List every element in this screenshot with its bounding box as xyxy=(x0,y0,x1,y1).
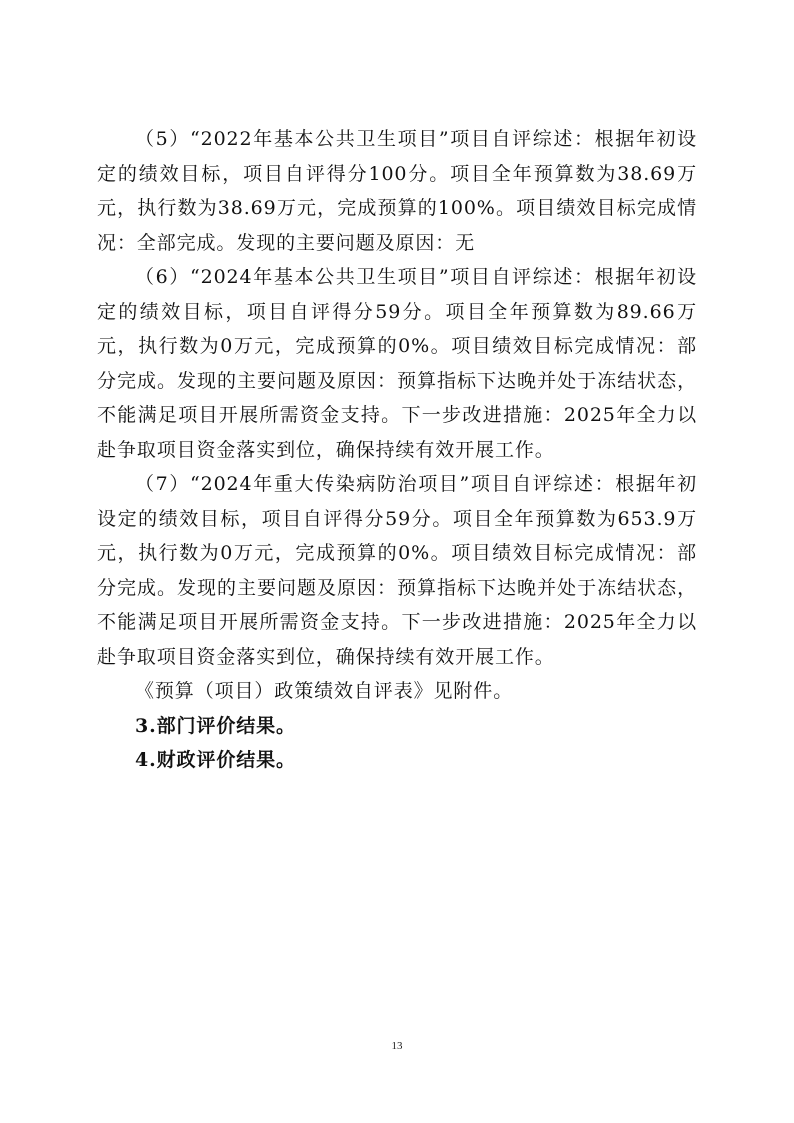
paragraph-item-6: （6）“2024年基本公共卫生项目”项目自评综述：根据年初设定的绩效目标，项目自评得分59分。项目全年预算数为89.66万元，执行数为0万元，完成预算的0%。项目绩效目标完成情况：部分完成。发现的主要问题及原因：预算指标下达晚并处于冻结状态，不能满足项目开展所需资金支持。下一步改进措施：2025年全力以赴争取项目资金落实到位，确保持续有效开展工作。 xyxy=(97,266,697,461)
paragraph-attachment-note: 《预算（项目）政策绩效自评表》见附件。 xyxy=(135,680,514,702)
paragraph-item-7: （7）“2024年重大传染病防治项目”项目自评综述：根据年初设定的绩效目标，项目自评得分59分。项目全年预算数为653.9万元，执行数为0万元，完成预算的0%。项目绩效目标完成情况：部分完成。发现的主要问题及原因：预算指标下达晚并处于冻结状态，不能满足项目开展所需资金支持。下一步改进措施：2025年全力以赴争取项目资金落实到位，确保持续有效开展工作。 xyxy=(97,473,697,668)
paragraph-item-5: （5）“2022年基本公共卫生项目”项目自评综述：根据年初设定的绩效目标，项目自评得分100分。项目全年预算数为38.69万元，执行数为38.69万元，完成预算的100%。项目绩效目标完成情况：全部完成。发现的主要问题及原因：无 xyxy=(97,128,697,254)
heading-finance-evaluation: 4.财政评价结果。 xyxy=(135,749,296,771)
document-body xyxy=(97,122,697,778)
heading-department-evaluation: 3.部门评价结果。 xyxy=(135,714,296,737)
page-number: 13 xyxy=(391,1040,403,1052)
